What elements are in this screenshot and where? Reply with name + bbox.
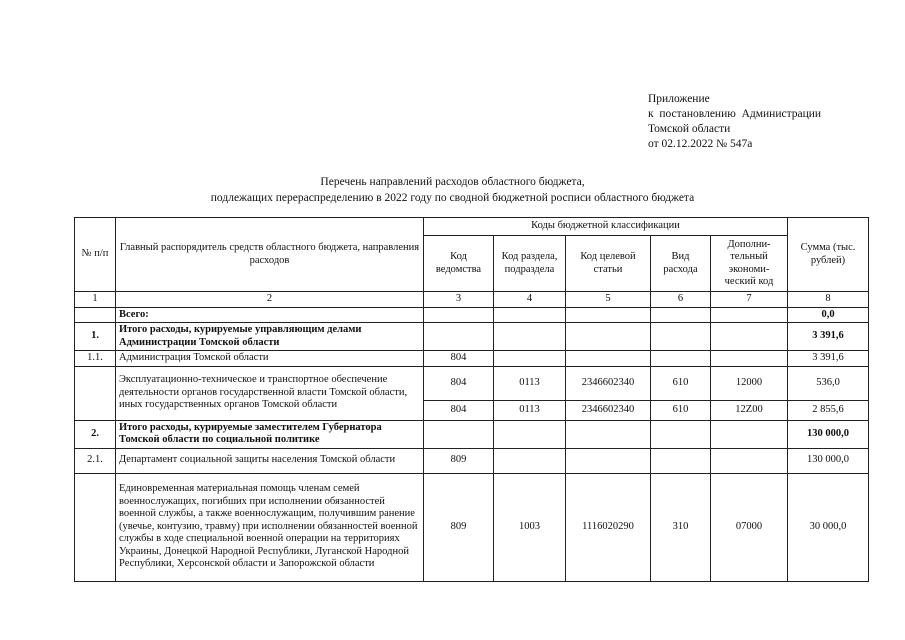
- header-exptype: Вид расхода: [651, 236, 711, 292]
- header-codes-group: Коды бюджетной классификации: [424, 218, 788, 236]
- appendix-block: [648, 92, 821, 152]
- table-row: [75, 323, 869, 351]
- colnum: 2: [116, 292, 424, 308]
- table-row: [75, 420, 869, 448]
- row-target: 2346602340: [566, 400, 651, 420]
- row-num: 1.1.: [75, 351, 116, 367]
- row-sum: 130 000,0: [788, 448, 869, 473]
- header-section: Код раздела, подраздела: [494, 236, 566, 292]
- row-dept: 804: [424, 400, 494, 420]
- row-section: 0113: [494, 366, 566, 400]
- colnum: 6: [651, 292, 711, 308]
- row-extra: 12000: [711, 366, 788, 400]
- row-target: 2346602340: [566, 366, 651, 400]
- row-dept: 809: [424, 448, 494, 473]
- row-num: 2.: [75, 420, 116, 448]
- appendix-date: от 02.12.2022 № 547а: [648, 138, 753, 150]
- colnum: 4: [494, 292, 566, 308]
- row-dept: 804: [424, 351, 494, 367]
- row-sum: 3 391,6: [788, 351, 869, 367]
- total-sum: 0,0: [788, 307, 869, 323]
- title-line: подлежащих перераспределению в 2022 году по сводной бюджетной росписи областного бюджета: [210, 192, 695, 204]
- row-exptype: 610: [651, 400, 711, 420]
- row-name: Итого расходы, курируемые управляющим делами Администрации Томской области: [116, 323, 424, 351]
- colnum: 3: [424, 292, 494, 308]
- budget-table: [74, 217, 869, 582]
- total-label: Всего:: [116, 307, 424, 323]
- row-sum: 2 855,6: [788, 400, 869, 420]
- header-extra: Дополни-тельный экономи-ческий код: [711, 236, 788, 292]
- header-name: Главный распорядитель средств областного бюджета, направления расходов: [116, 218, 424, 292]
- header-target: Код целевой статьи: [566, 236, 651, 292]
- row-dept: 809: [424, 473, 494, 581]
- row-section: 0113: [494, 400, 566, 420]
- row-sum: 30 000,0: [788, 473, 869, 581]
- appendix-line: Приложение: [648, 93, 710, 105]
- row-name: Эксплуатационно-техническое и транспортное обеспечение деятельности органов государственной власти Томской области, иных государственных органов Томской области: [116, 366, 424, 420]
- table-row: [75, 473, 869, 581]
- row-name: Администрация Томской области: [116, 351, 424, 367]
- row-sum: 536,0: [788, 366, 869, 400]
- row-section: 1003: [494, 473, 566, 581]
- header-num: № п/п: [75, 218, 116, 292]
- colnum: 8: [788, 292, 869, 308]
- appendix-line: к постановлению Администрации: [648, 108, 822, 120]
- table-row: [75, 366, 869, 400]
- title-line: Перечень направлений расходов областного бюджета,: [320, 176, 585, 188]
- document-title: [0, 174, 905, 206]
- row-name: Департамент социальной защиты населения Томской области: [116, 448, 424, 473]
- table-row-total: [75, 307, 869, 323]
- row-sum: 3 391,6: [788, 323, 869, 351]
- row-exptype: 610: [651, 366, 711, 400]
- row-name: Итого расходы, курируемые заместителем Губернатора Томской области по социальной политике: [116, 420, 424, 448]
- row-extra: 12Z00: [711, 400, 788, 420]
- table-row: [75, 351, 869, 367]
- colnum: 1: [75, 292, 116, 308]
- header-sum: Сумма (тыс. рублей): [788, 218, 869, 292]
- row-name: Единовременная материальная помощь членам семей военнослужащих, погибших при исполнении обязанностей военной службы, а также военнослужащим, получившим ранение (увечье, контузию, травму) при исполнении обязанностей военной службы в ходе специальной военной операции на территориях Украины, Донецкой Народной Республики, Луганской Народной Республики, Херсонской области и Запорожской области: [116, 473, 424, 581]
- colnum: 7: [711, 292, 788, 308]
- row-num: 2.1.: [75, 448, 116, 473]
- colnum: 5: [566, 292, 651, 308]
- row-target: 1116020290: [566, 473, 651, 581]
- row-extra: 07000: [711, 473, 788, 581]
- row-num: 1.: [75, 323, 116, 351]
- table-row: [75, 448, 869, 473]
- row-sum: 130 000,0: [788, 420, 869, 448]
- row-exptype: 310: [651, 473, 711, 581]
- row-dept: 804: [424, 366, 494, 400]
- header-dept: Код ведомства: [424, 236, 494, 292]
- appendix-line: Томской области: [648, 123, 731, 135]
